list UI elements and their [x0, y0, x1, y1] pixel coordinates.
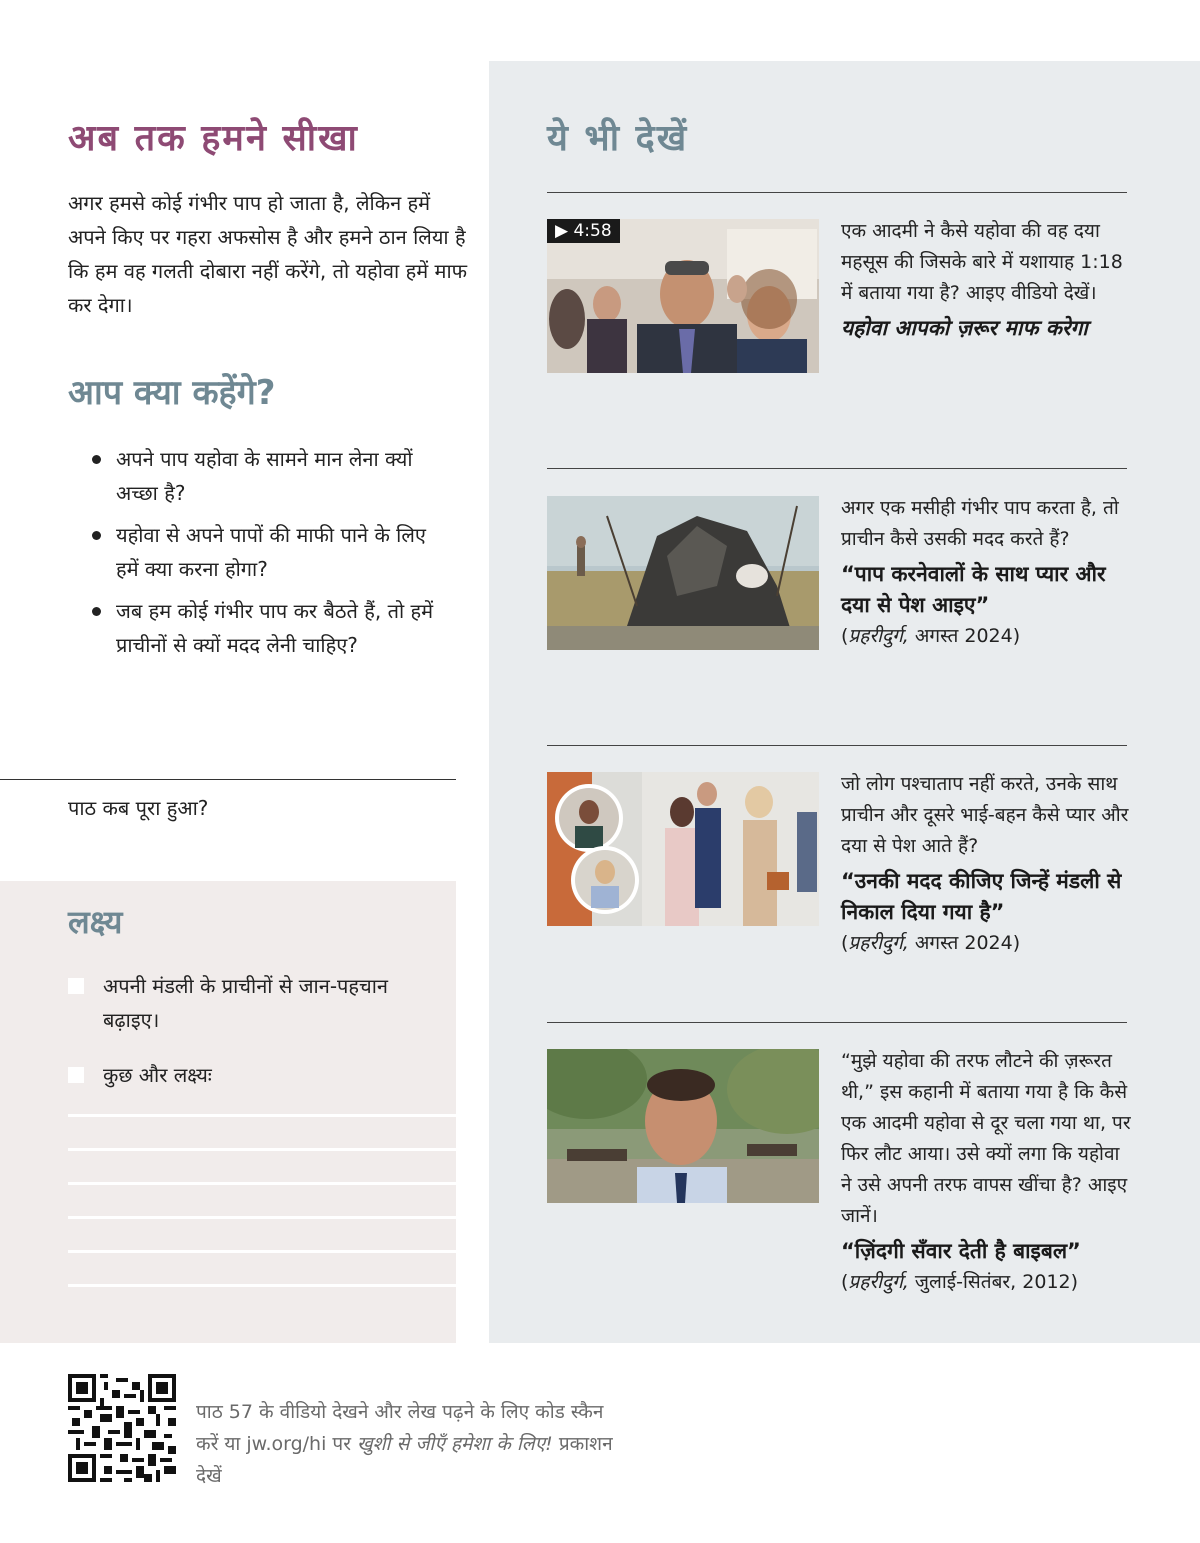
question-item [90, 442, 450, 510]
bullet-icon [92, 455, 101, 464]
divider [547, 1022, 1127, 1023]
question-item [90, 594, 450, 662]
divider [0, 779, 456, 780]
congregation-greeting-image [547, 772, 819, 926]
writing-line[interactable] [68, 1148, 456, 1151]
article-thumbnail[interactable] [547, 772, 819, 926]
completed-label: पाठ कब पूरा हुआ? [68, 796, 209, 820]
writing-line[interactable] [68, 1284, 456, 1287]
man-portrait-image [547, 1049, 819, 1203]
video-thumbnail[interactable] [547, 219, 819, 373]
item-description: “मुझे यहोवा की तरफ लौटने की ज़रूरत थी,” इस कहानी में बताया गया है कि कैसे एक आदमी यहोवा से दूर चला गया था, पर फिर लौट आया। उसे क्यों लगा कि यहोवा ने उसे अपनी तरफ वापस खींचा है? आइए जानें। [841, 1050, 1131, 1227]
divider [547, 468, 1127, 469]
video-link[interactable]: यहोवा आपको ज़रूर माफ करेगा [841, 316, 1088, 340]
article-source: (प्रहरीदुर्ग, अगस्त 2024) [841, 932, 1021, 954]
question-text: यहोवा से अपने पापों की माफी पाने के लिए हमें क्या करना होगा? [116, 523, 426, 581]
question-item [90, 518, 450, 586]
article-thumbnail[interactable] [547, 496, 819, 650]
goal-heading: लक्ष्य [68, 903, 123, 941]
item-description: अगर एक मसीही गंभीर पाप करता है, तो प्राचीन कैसे उसकी मदद करते हैं? [841, 497, 1119, 550]
question-text: अपने पाप यहोवा के सामने मान लेना क्यों अच्छा है? [116, 447, 413, 505]
article-link[interactable]: “पाप करनेवालों के साथ प्यार और दया से पेश आइए” [841, 562, 1106, 617]
see-also-item-4 [841, 1046, 1131, 1298]
see-also-heading: ये भी देखें [547, 118, 689, 159]
checkbox[interactable] [68, 978, 84, 994]
article-source: (प्रहरीदुर्ग, जुलाई-सितंबर, 2012) [841, 1271, 1079, 1293]
footer-text: पाठ 57 के वीडियो देखने और लेख पढ़ने के लिए कोड स्कैन करें या jw.org/hi पर खुशी से जीएँ हमेशा के लिए! प्रकाशन देखें [196, 1401, 613, 1487]
article-thumbnail[interactable] [547, 1049, 819, 1203]
question-text: जब हम कोई गंभीर पाप कर बैठते हैं, तो हमें प्राचीनों से क्यों मदद लेनी चाहिए? [116, 599, 434, 657]
goal-box [0, 881, 456, 1343]
goal-text: कुछ और लक्ष्यः [103, 1063, 212, 1087]
see-also-item-1 [841, 216, 1131, 344]
video-duration: ▶ 4:58 [547, 219, 620, 243]
bullet-icon [92, 531, 101, 540]
summary-heading: अब तक हमने सीखा [68, 118, 359, 159]
goal-item[interactable] [68, 1058, 428, 1092]
writing-line[interactable] [68, 1182, 456, 1185]
article-source: (प्रहरीदुर्ग, अगस्त 2024) [841, 625, 1021, 647]
writing-line[interactable] [68, 1114, 456, 1117]
discussion-questions [90, 442, 450, 670]
divider [547, 745, 1127, 746]
checkbox[interactable] [68, 1067, 84, 1083]
writing-line[interactable] [68, 1250, 456, 1253]
item-description: जो लोग पश्चाताप नहीं करते, उनके साथ प्राचीन और दूसरे भाई-बहन कैसे प्यार और दया से पेश आते हैं? [841, 773, 1129, 857]
bullet-icon [92, 607, 101, 616]
see-also-item-3 [841, 769, 1131, 959]
see-also-item-2 [841, 493, 1131, 652]
shepherd-painting-image [547, 496, 819, 650]
divider [547, 192, 1127, 193]
writing-line[interactable] [68, 1216, 456, 1219]
summary-text: अगर हमसे कोई गंभीर पाप हो जाता है, लेकिन हमें अपने किए पर गहरा अफसोस है और हमने ठान लिया है कि हम वह गलती दोबारा नहीं करेंगे, तो यहोवा हमें माफ कर देगा। [68, 191, 468, 317]
article-link[interactable]: “ज़िंदगी सँवार देती है बाइबल” [841, 1239, 1081, 1263]
goal-item[interactable] [68, 969, 428, 1037]
qr-code[interactable] [68, 1374, 176, 1482]
item-description: एक आदमी ने कैसे यहोवा की वह दया महसूस की जिसके बारे में यशायाह 1:18 में बताया गया है? आइए वीडियो देखें। [841, 220, 1123, 304]
article-link[interactable]: “उनकी मदद कीजिए जिन्हें मंडली से निकाल दिया गया है” [841, 869, 1122, 924]
discussion-heading: आप क्या कहेंगे? [68, 373, 276, 413]
goal-text: अपनी मंडली के प्राचीनों से जान-पहचान बढ़ाइए। [103, 974, 389, 1032]
